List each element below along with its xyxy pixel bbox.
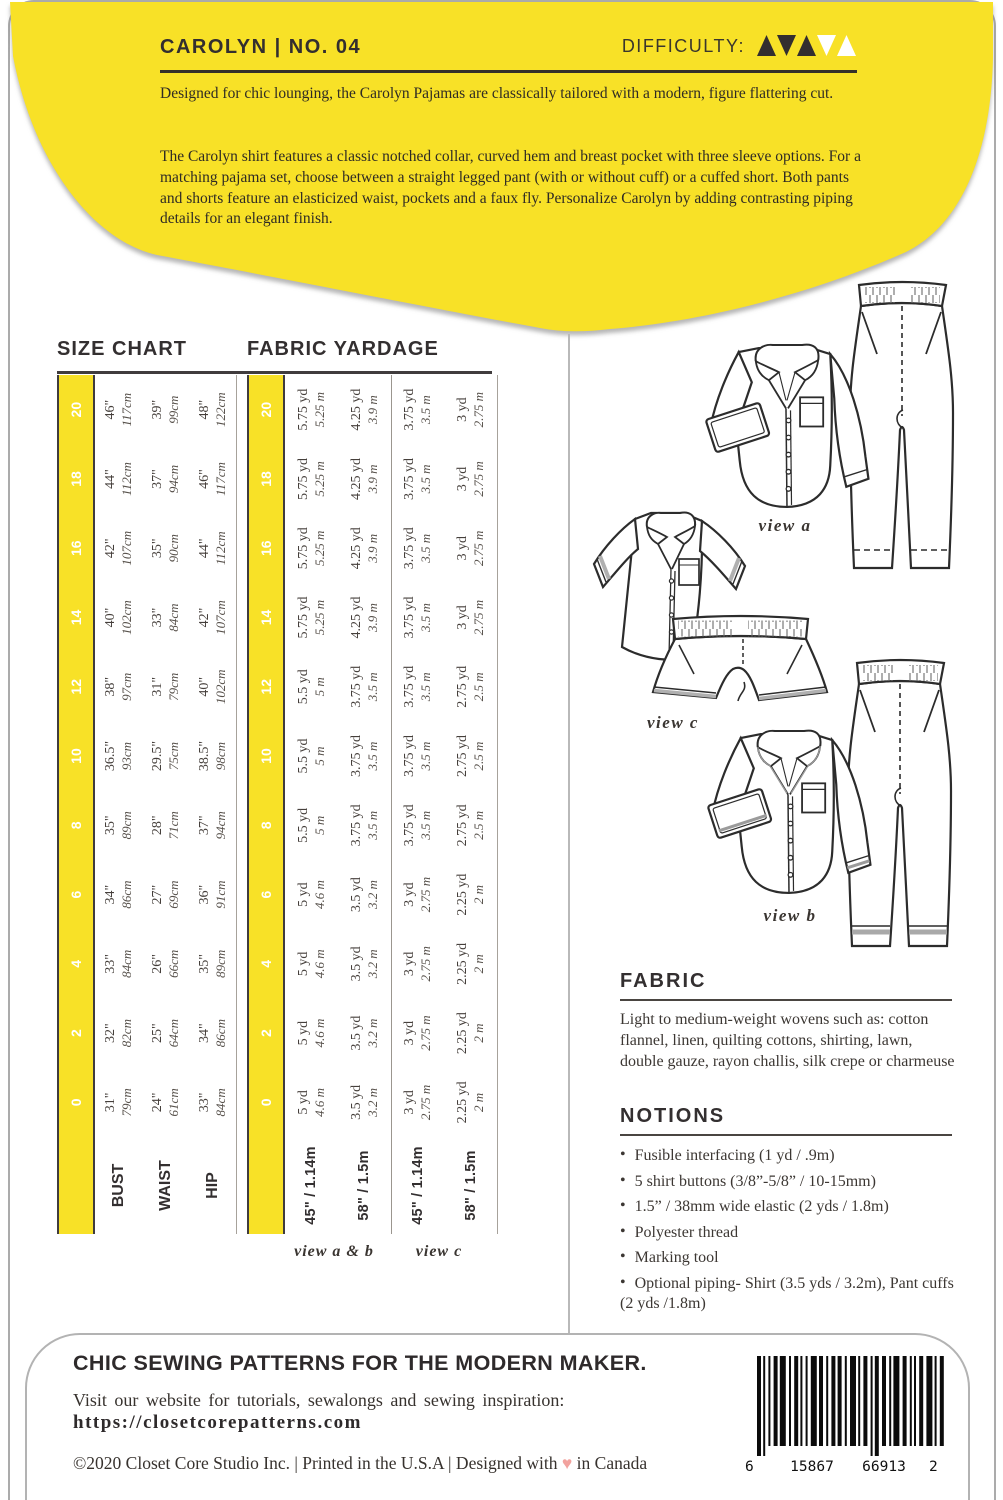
- fabric-yardage-table-cell: 2.25 yd 2 m: [455, 1012, 487, 1055]
- notions-item: [620, 1172, 964, 1193]
- fabric-yardage-table-cell: 4.25 yd 3.9 m: [348, 527, 380, 570]
- size-chart-table-cell: 34" 86cm: [197, 1019, 228, 1048]
- size-chart-table-cell: 46" 117cm: [103, 392, 134, 427]
- size-header-cell: 4: [248, 929, 284, 998]
- view-a-shirt-illustration: [698, 340, 880, 516]
- size-chart-table-cell: 42" 107cm: [197, 600, 228, 635]
- fabric-yardage-table-cell: 5 yd 4.6 m: [295, 1018, 327, 1048]
- notions-item: [620, 1248, 964, 1269]
- size-chart-table-cell: 35" 89cm: [103, 811, 134, 840]
- view-a-label: view a: [758, 516, 812, 535]
- bullet-icon: •: [620, 1146, 626, 1163]
- size-header-cell: 16: [248, 514, 284, 583]
- notions-item-text: 1.5” / 38mm wide elastic (2 yds / 1.8m): [634, 1198, 889, 1215]
- fabric-yardage-table-cell: 3.75 yd 3.5 m: [348, 804, 380, 847]
- fabric-yardage-table-cell: 3 yd 2.75 m: [455, 461, 487, 497]
- size-chart-table-cell: 33" 84cm: [150, 603, 181, 632]
- size-chart-table-cell: 44" 112cm: [197, 531, 228, 566]
- size-chart-table-cell: 31" 79cm: [150, 672, 181, 701]
- tables-top-rule: [57, 371, 492, 374]
- size-chart-table-cell: 24" 61cm: [150, 1088, 181, 1117]
- size-chart-table-cell: 40" 102cm: [197, 669, 228, 705]
- fabric-yardage-table-cell: 5.75 yd 5.25 m: [295, 527, 327, 570]
- description-paragraph-2: The Carolyn shirt features a classic notched collar, curved hem and breast pocket with three sleeve options. For a matching pajama set, choose between a straight legged pant (with or without cuff) or a cuffed short. Both pants and shorts feature an elasticized waist, pockets and a faux fly. Personalize Carolyn by adding contrasting piping details for an elegant finish.: [160, 148, 861, 228]
- difficulty-triangle: [797, 35, 816, 56]
- size-chart-table-cell: 26" 66cm: [150, 949, 181, 978]
- fabric-yardage-table-cell: 3 yd 2.75 m: [391, 860, 444, 929]
- size-header-cell: 18: [248, 444, 284, 513]
- size-chart-table-cell: 31" 79cm: [103, 1088, 134, 1117]
- row-label-cell: 45" / 1.14m: [391, 1137, 444, 1234]
- size-chart-table-cell: 28" 71cm: [150, 811, 181, 840]
- fabric-yardage-table-cell: 3 yd 2.75 m: [391, 929, 444, 998]
- size-header-cell: 14: [58, 583, 94, 652]
- fabric-rule: [620, 999, 952, 1001]
- difficulty-triangle: [837, 35, 856, 56]
- size-header-cell: 10: [58, 721, 94, 790]
- notions-item: [620, 1146, 964, 1167]
- fabric-yardage-table-cell: 5.5 yd 5 m: [295, 807, 327, 843]
- fabric-yardage-table-cell: 2.75 yd 2.5 m: [455, 804, 487, 847]
- size-header-cell: 18: [58, 444, 94, 513]
- fabric-yardage-title: FABRIC YARDAGE: [247, 338, 439, 360]
- yardage-caption-view-ab: view a & b: [294, 1243, 374, 1260]
- size-header-cell: 20: [248, 375, 284, 444]
- fabric-yardage-table-cell: 5 yd 4.6 m: [295, 880, 327, 910]
- size-chart-table-cell: 46" 117cm: [197, 462, 228, 496]
- size-header-cell: 8: [248, 791, 284, 860]
- view-c-shorts-illustration: [645, 612, 835, 712]
- barcode-bars: [745, 1356, 945, 1456]
- fabric-yardage-table-cell: 3.75 yd 3.5 m: [348, 735, 380, 778]
- description-paragraph-1: Designed for chic lounging, the Carolyn Pajamas are classically tailored with a modern, figure flattering cut.: [160, 85, 834, 102]
- fabric-yardage-table-cell: 2.75 yd 2.5 m: [455, 735, 487, 778]
- size-header-cell: 0: [248, 1068, 284, 1137]
- yardage-caption-view-c: view c: [415, 1243, 463, 1260]
- fabric-yardage-table-cell: 3.75 yd 3.5 m: [391, 652, 444, 721]
- size-chart-table-cell: 48" 122cm: [197, 392, 228, 428]
- bullet-icon: •: [620, 1273, 626, 1291]
- fabric-yardage-table-cell: 3 yd 2.75 m: [391, 998, 444, 1067]
- page-title: CAROLYN | NO. 04: [160, 36, 362, 58]
- size-chart-table-cell: 37" 94cm: [197, 811, 228, 840]
- difficulty-label: DIFFICULTY:: [621, 35, 745, 56]
- copyright-country: in Canada: [572, 1453, 648, 1473]
- fabric-yardage-table-cell: 2.25 yd 2 m: [455, 1081, 487, 1124]
- difficulty-triangle: [777, 35, 796, 56]
- fabric-yardage-table-cell: 2.25 yd 2 m: [455, 942, 487, 985]
- size-chart-table-cell: 36.5" 93cm: [103, 740, 134, 772]
- size-chart-table-cell: 44" 112cm: [103, 462, 134, 496]
- size-chart-table-cell: 35" 90cm: [150, 534, 181, 563]
- fabric-yardage-table-cell: 3 yd 2.75 m: [455, 391, 487, 428]
- row-label-cell: 58" / 1.5m: [356, 1150, 373, 1221]
- notions-item: [620, 1274, 964, 1315]
- size-header-cell: 10: [248, 721, 284, 790]
- size-header-cell: 16: [58, 514, 94, 583]
- footer-visit-line: Visit our website for tutorials, sewalongs and sewing inspiration:: [73, 1390, 565, 1410]
- fabric-yardage-table-cell: 5.75 yd 5.25 m: [295, 388, 327, 431]
- row-label-cell: WAIST: [156, 1160, 174, 1211]
- fabric-yardage-table-cell: 3.75 yd 3.5 m: [391, 583, 444, 652]
- difficulty-triangles-icon: [757, 33, 857, 59]
- size-chart-table-cell: 25" 64cm: [150, 1019, 181, 1048]
- size-chart-table-cell: 29.5" 75cm: [150, 740, 181, 772]
- size-chart-table-cell: 39" 99cm: [150, 395, 181, 424]
- size-chart-table-cell: 33" 84cm: [103, 949, 134, 978]
- notions-item-text: 5 shirt buttons (3/8”-5/8” / 10-15mm): [634, 1172, 876, 1190]
- view-c-label: view c: [647, 713, 699, 732]
- notions-list: [620, 1146, 964, 1320]
- notions-item-text: Marking tool: [634, 1249, 719, 1266]
- notions-item-text: Polyester thread: [634, 1223, 739, 1241]
- size-header-corner: [58, 1137, 94, 1234]
- fabric-yardage-table-cell: 5 yd 4.6 m: [295, 1087, 327, 1117]
- fabric-yardage-table-cell: 3.75 yd 3.5 m: [391, 375, 444, 444]
- fabric-yardage-table-wrap: [247, 375, 492, 1234]
- column-divider: [568, 334, 570, 1337]
- notions-item-text: Fusible interfacing (1 yd / .9m): [634, 1147, 835, 1164]
- size-chart-title: SIZE CHART: [57, 338, 187, 360]
- fabric-yardage-table-cell: 3.5 yd 3.2 m: [348, 1015, 380, 1051]
- size-chart-table-cell: 34" 86cm: [103, 880, 134, 909]
- size-chart-table-cell: 38" 97cm: [103, 672, 134, 701]
- fabric-yardage-table-cell: 5.75 yd 5.25 m: [295, 457, 327, 500]
- bullet-icon: •: [620, 1171, 626, 1189]
- size-chart-table-cell: 33" 84cm: [197, 1088, 228, 1117]
- fabric-yardage-table-cell: 4.25 yd 3.9 m: [348, 596, 380, 639]
- size-chart-table-cell: 37" 94cm: [150, 464, 181, 494]
- notions-item: [620, 1197, 964, 1218]
- row-label-cell: HIP: [203, 1172, 221, 1199]
- size-chart-table-cell: 40" 102cm: [103, 600, 134, 635]
- size-chart-table-cell: 38.5" 98cm: [197, 740, 228, 772]
- fabric-yardage-table-cell: 2.75 yd 2.5 m: [455, 665, 487, 708]
- bullet-icon: •: [620, 1197, 626, 1214]
- row-label-cell: 58" / 1.5m: [462, 1150, 479, 1221]
- fabric-yardage-table-cell: 3.5 yd 3.2 m: [348, 1084, 380, 1120]
- fabric-yardage-table-cell: 3.75 yd 3.5 m: [391, 791, 444, 860]
- fabric-yardage-table-cell: 3.5 yd 3.2 m: [348, 877, 380, 913]
- fabric-yardage-table-cell: 3.5 yd 3.2 m: [348, 946, 380, 982]
- fabric-yardage-table-cell: 4.25 yd 3.9 m: [348, 388, 380, 431]
- bullet-icon: •: [620, 1222, 626, 1240]
- size-chart-table-cell: 35" 89cm: [197, 949, 228, 978]
- fabric-yardage-table-cell: 4.25 yd 3.9 m: [348, 457, 380, 500]
- size-header-cell: 12: [248, 652, 284, 721]
- fabric-yardage-table-cell: 3 yd 2.75 m: [391, 1068, 444, 1137]
- size-header-cell: 0: [58, 1068, 94, 1137]
- size-header-cell: 6: [58, 860, 94, 929]
- size-header-cell: 2: [58, 998, 94, 1067]
- fabric-yardage-table-cell: 5.75 yd 5.25 m: [295, 596, 327, 639]
- bullet-icon: •: [620, 1248, 626, 1265]
- size-header-cell: 14: [248, 583, 284, 652]
- fabric-yardage-table-cell: 5.5 yd 5 m: [295, 738, 327, 774]
- size-header-cell: 20: [58, 375, 94, 444]
- copyright-text: ©2020 Closet Core Studio Inc. | Printed in the U.S.A | Designed with: [73, 1453, 562, 1473]
- fabric-yardage-table-cell: 3.75 yd 3.5 m: [391, 514, 444, 583]
- fabric-text: Light to medium-weight wovens such as: cotton flannel, linen, quilting cottons, shirting, lawn, double gauze, rayon challis, silk crepe or charmeuse: [620, 1011, 955, 1070]
- footer-url: https://closetcorepatterns.com: [73, 1412, 362, 1433]
- difficulty-rating: [560, 33, 857, 59]
- fabric-yardage-table-cell: 5.5 yd 5 m: [295, 669, 327, 705]
- fabric-yardage-table-cell: 2.25 yd 2 m: [455, 873, 487, 916]
- fabric-title: FABRIC: [620, 970, 707, 992]
- size-header-cell: 8: [58, 791, 94, 860]
- difficulty-triangle: [817, 35, 836, 56]
- row-label-cell: BUST: [109, 1163, 127, 1208]
- footer-copyright: [73, 1453, 647, 1474]
- fabric-yardage-table-cell: 3 yd 2.75 m: [455, 599, 487, 636]
- size-chart-table-cell: 32" 82cm: [103, 1019, 134, 1048]
- size-chart-table-cell: 27" 69cm: [150, 880, 181, 909]
- footer-tagline: CHIC SEWING PATTERNS FOR THE MODERN MAKER.: [73, 1351, 647, 1375]
- fabric-yardage-table-cell: 5 yd 4.6 m: [295, 949, 327, 979]
- size-header-cell: 12: [58, 652, 94, 721]
- title-divider: [160, 70, 857, 73]
- size-header-cell: 4: [58, 929, 94, 998]
- fabric-yardage-table-cell: 3.75 yd 3.5 m: [348, 665, 380, 708]
- fabric-yardage-table-cell: 3.75 yd 3.5 m: [391, 721, 444, 790]
- heart-icon: ♥: [561, 1453, 573, 1473]
- notions-item-text: Optional piping- Shirt (3.5 yds / 3.2m), Pant cuffs (2 yds /1.8m): [620, 1274, 954, 1312]
- fabric-yardage-table-cell: 3 yd 2.75 m: [455, 530, 487, 566]
- size-header-corner: [248, 1137, 284, 1234]
- row-label-cell: 45" / 1.14m: [303, 1146, 320, 1225]
- size-header-cell: 2: [248, 998, 284, 1067]
- fabric-yardage-table-cell: 3.75 yd 3.5 m: [391, 444, 444, 513]
- size-chart-table-cell: 36" 91cm: [197, 880, 228, 909]
- difficulty-triangle: [757, 35, 776, 56]
- view-b-shirt-illustration: [700, 726, 882, 902]
- view-b-label: view b: [763, 906, 817, 925]
- size-chart-table-cell: 42" 107cm: [103, 530, 134, 566]
- size-chart-table: [57, 375, 237, 1234]
- size-header-cell: 6: [248, 860, 284, 929]
- notions-item: [620, 1223, 964, 1244]
- notions-title: NOTIONS: [620, 1105, 726, 1127]
- size-chart-table-wrap: [57, 375, 232, 1234]
- fabric-yardage-table: [247, 375, 498, 1234]
- notions-rule: [620, 1134, 952, 1136]
- barcode: 6 15867 66913 2: [745, 1356, 945, 1478]
